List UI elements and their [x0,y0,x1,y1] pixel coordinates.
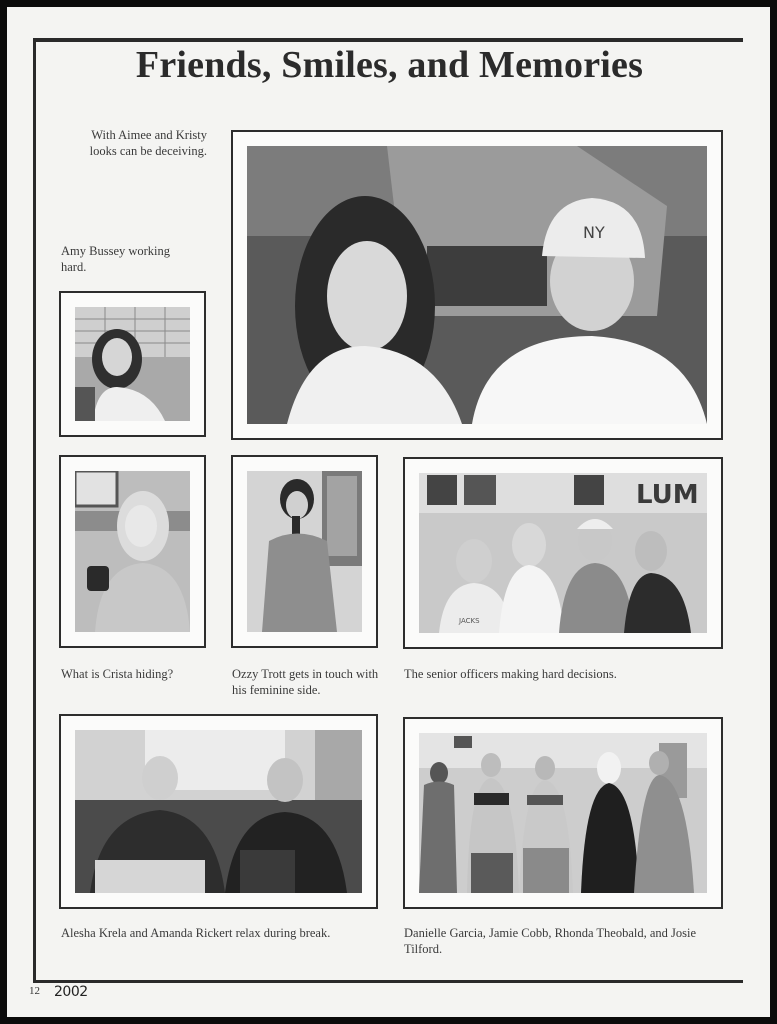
photo-frame-officers [403,457,723,649]
bottom-rule [33,980,743,983]
caption-amy: Amy Bussey working hard. [61,244,171,274]
photo-officers [419,473,707,633]
photo-aimee-kristy-image [247,146,707,424]
photo-officers-image [419,473,707,633]
photo-frame-crista [59,455,206,648]
shirt-text: JACKS [459,617,480,625]
photo-alesha-amanda [75,730,362,893]
photo-aimee-kristy [247,146,707,424]
photo-frame-amy [59,291,206,437]
caption-ozzy: Ozzy Trott gets in touch with his feminine side. [232,667,379,697]
photo-costume-group [419,733,707,893]
cap-logo-text: NY [583,223,605,242]
photo-amy [75,307,190,421]
left-rule [33,38,36,983]
photo-crista-image [75,471,190,632]
caption-officers: The senior officers making hard decisions. [404,667,617,681]
photo-amy-image [75,307,190,421]
top-rule [33,38,743,42]
caption-alesha: Alesha Krela and Amanda Rickert relax during break. [61,926,331,940]
photo-ozzy-image [247,471,362,632]
photo-ozzy [247,471,362,632]
photo-alesha-amanda-image [75,730,362,893]
photo-frame-alesha-amanda [59,714,378,909]
page-title: Friends, Smiles, and Memories [135,44,644,86]
caption-crista: What is Crista hiding? [61,667,174,681]
photo-frame-aimee-kristy [231,130,723,440]
photo-costume-group-image [419,733,707,893]
caption-aimee-kristy: With Aimee and Kristy looks can be deceiving. [89,128,207,158]
caption-costume: Danielle Garcia, Jamie Cobb, Rhonda Theobald, and Josie Tilford. [404,926,697,956]
photo-frame-ozzy [231,455,378,648]
photo-crista [75,471,190,632]
page-number: 12 [29,985,40,997]
photo-frame-costume-group [403,717,723,909]
page-year: 2002 [54,984,88,1000]
wall-sign-text: LUM [636,480,699,510]
yearbook-page [7,7,770,1017]
